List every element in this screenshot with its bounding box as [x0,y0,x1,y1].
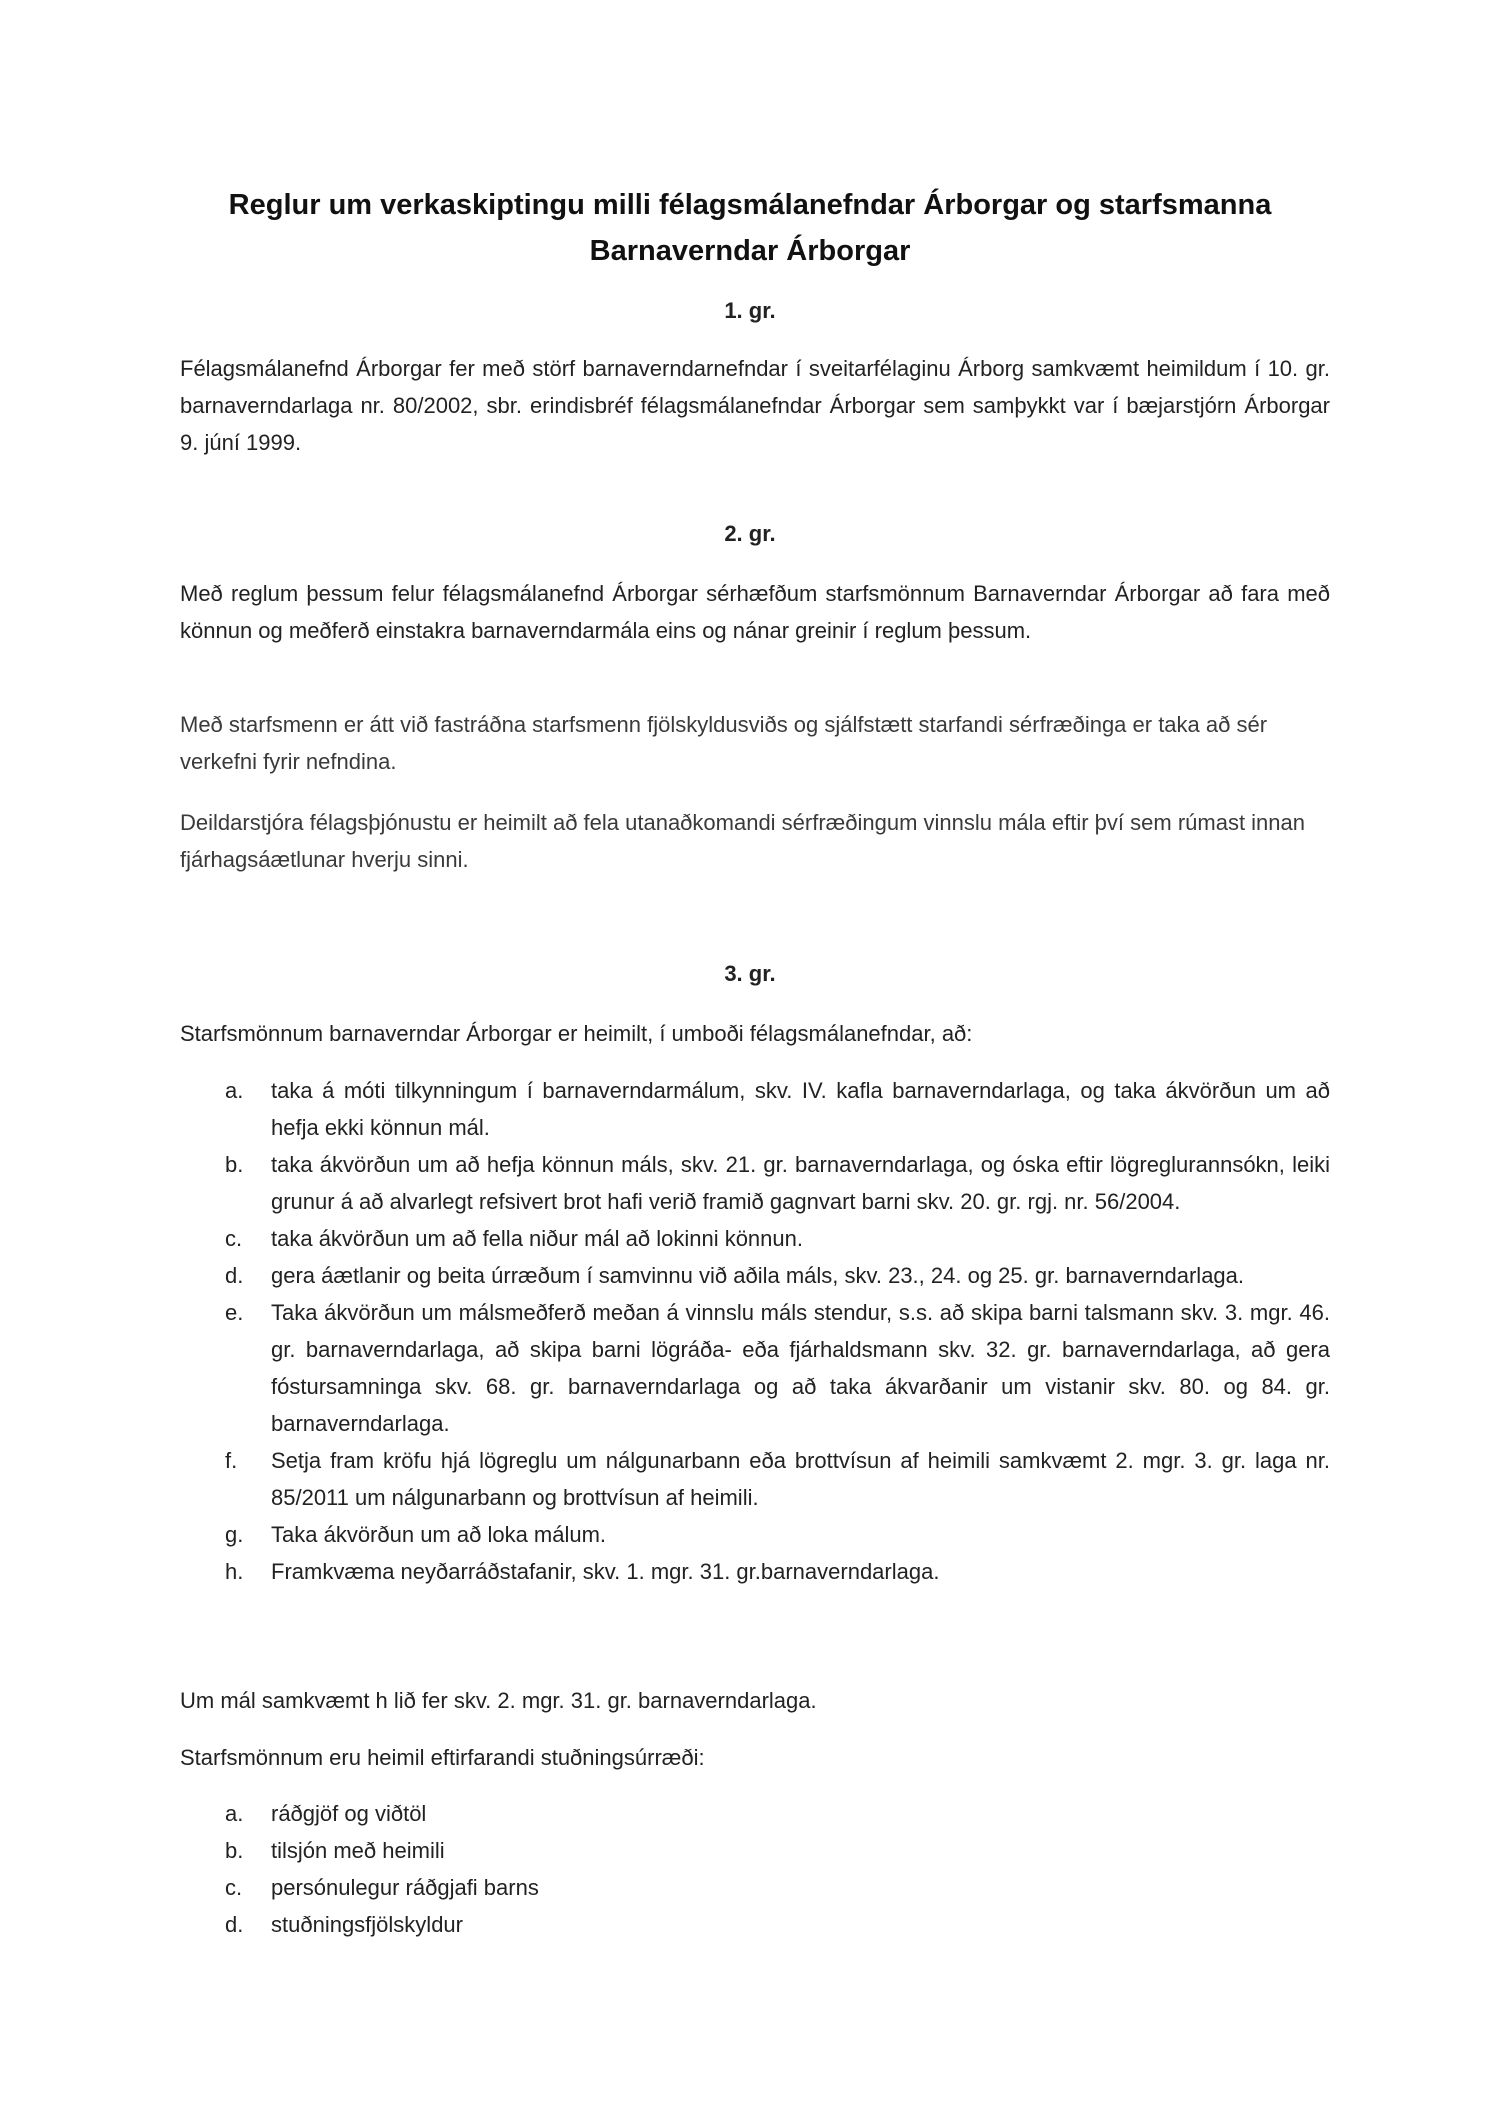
list-item-text: taka ákvörðun um að fella niður mál að lokinni könnun. [271,1226,803,1251]
list-item [180,1795,1330,1832]
section-2-heading: 2. gr. [724,521,776,546]
list-marker: f. [225,1448,238,1473]
list-marker: d. [225,1263,244,1288]
list-item [180,1906,1330,1943]
section-2-paragraph-1: Með reglum þessum felur félagsmálanefnd Árborgar sérhæfðum starfsmönnum Barnaverndar Árborgar að fara með könnun og meðferð einstakra barnaverndarmála eins og nánar greinir í reglum þessum. [180,581,1330,643]
list-item [180,1220,1330,1257]
list-item-text: persónulegur ráðgjafi barns [271,1875,539,1900]
list-item-text: Taka ákvörðun um málsmeðferð meðan á vinnslu máls stendur, s.s. að skipa barni talsmann skv. 3. mgr. 46. gr. barnaverndarlaga, að skipa barni lögráða- eða fjárhaldsmann skv. 32. gr. barnaverndarlaga, að gera fóstursamninga skv. 68. gr. barnaverndarlaga og að taka ákvarðanir um vistanir skv. 80. og 84. gr. barnaverndarlaga. [271,1300,1330,1436]
list-item [180,1146,1330,1220]
list-marker: g. [225,1522,244,1547]
list-item [180,1516,1330,1553]
list-marker: c. [225,1875,243,1900]
list-item-text: Framkvæma neyðarráðstafanir, skv. 1. mgr. 31. gr.barnaverndarlaga. [271,1559,940,1584]
section-3-note: Um mál samkvæmt h lið fer skv. 2. mgr. 31. gr. barnaverndarlaga. [180,1688,817,1713]
support-list [180,1795,1330,1943]
list-item [180,1832,1330,1869]
title-line-1: Reglur um verkaskiptingu milli félagsmálanefndar Árborgar og starfsmanna [228,189,1272,221]
list-item-text: Setja fram kröfu hjá lögreglu um nálgunarbann eða brottvísun af heimili samkvæmt 2. mgr. 3. gr. laga nr. 85/2011 um nálgunarbann og brottvísun af heimili. [271,1448,1330,1510]
list-item [180,1442,1330,1516]
section-3-heading: 3. gr. [724,961,776,986]
list-marker: c. [225,1226,243,1251]
list-item [180,1553,1330,1590]
list-item [180,1257,1330,1294]
list-item-text: taka á móti tilkynningum í barnaverndarmálum, skv. IV. kafla barnaverndarlaga, og taka ákvörðun um að hefja ekki könnun mál. [271,1078,1330,1140]
list-marker: a. [225,1078,244,1103]
list-marker: b. [225,1838,244,1863]
section-2-paragraph-2: Með starfsmenn er átt við fastráðna starfsmenn fjölskyldusviðs og sjálfstætt starfandi sérfræðinga er taka að sér verkefni fyrir nefndina. [180,712,1268,774]
section-2-paragraph-3: Deildarstjóra félagsþjónustu er heimilt að fela utanaðkomandi sérfræðingum vinnslu mála eftir því sem rúmast innan fjárhagsáætlunar hverju sinni. [180,810,1305,872]
list-marker: b. [225,1152,244,1177]
list-marker: a. [225,1801,244,1826]
list-item [180,1869,1330,1906]
list-item [180,1072,1330,1146]
list-item-text: tilsjón með heimili [271,1838,445,1863]
list-item [180,1294,1330,1442]
list-marker: h. [225,1559,244,1584]
list-item-text: gera áætlanir og beita úrræðum í samvinnu við aðila máls, skv. 23., 24. og 25. gr. barnaverndarlaga. [271,1263,1245,1288]
list-marker: d. [225,1912,244,1937]
list-item-text: Taka ákvörðun um að loka málum. [271,1522,607,1547]
support-intro: Starfsmönnum eru heimil eftirfarandi stuðningsúrræði: [180,1745,705,1770]
list-item-text: ráðgjöf og viðtöl [271,1801,427,1826]
document-title [100,182,1400,274]
powers-list [180,1072,1330,1590]
list-marker: e. [225,1300,244,1325]
list-item-text: taka ákvörðun um að hefja könnun máls, skv. 21. gr. barnaverndarlaga, og óska eftir lögreglurannsókn, leiki grunur á að alvarlegt refsivert brot hafi verið framið gagnvart barni skv. 20. gr. rgj. nr. 56/2004. [271,1152,1330,1214]
section-1-paragraph: Félagsmálanefnd Árborgar fer með störf barnaverndarnefndar í sveitarfélaginu Árborg samkvæmt heimildum í 10. gr. barnaverndarlaga nr. 80/2002, sbr. erindisbréf félagsmálanefndar Árborgar sem samþykkt var í bæjarstjórn Árborgar 9. júní 1999. [180,356,1330,455]
list-item-text: stuðningsfjölskyldur [271,1912,463,1937]
section-3-intro: Starfsmönnum barnaverndar Árborgar er heimilt, í umboði félagsmálanefndar, að: [180,1021,973,1046]
title-line-2: Barnaverndar Árborgar [589,235,911,267]
section-1-heading: 1. gr. [724,298,776,323]
